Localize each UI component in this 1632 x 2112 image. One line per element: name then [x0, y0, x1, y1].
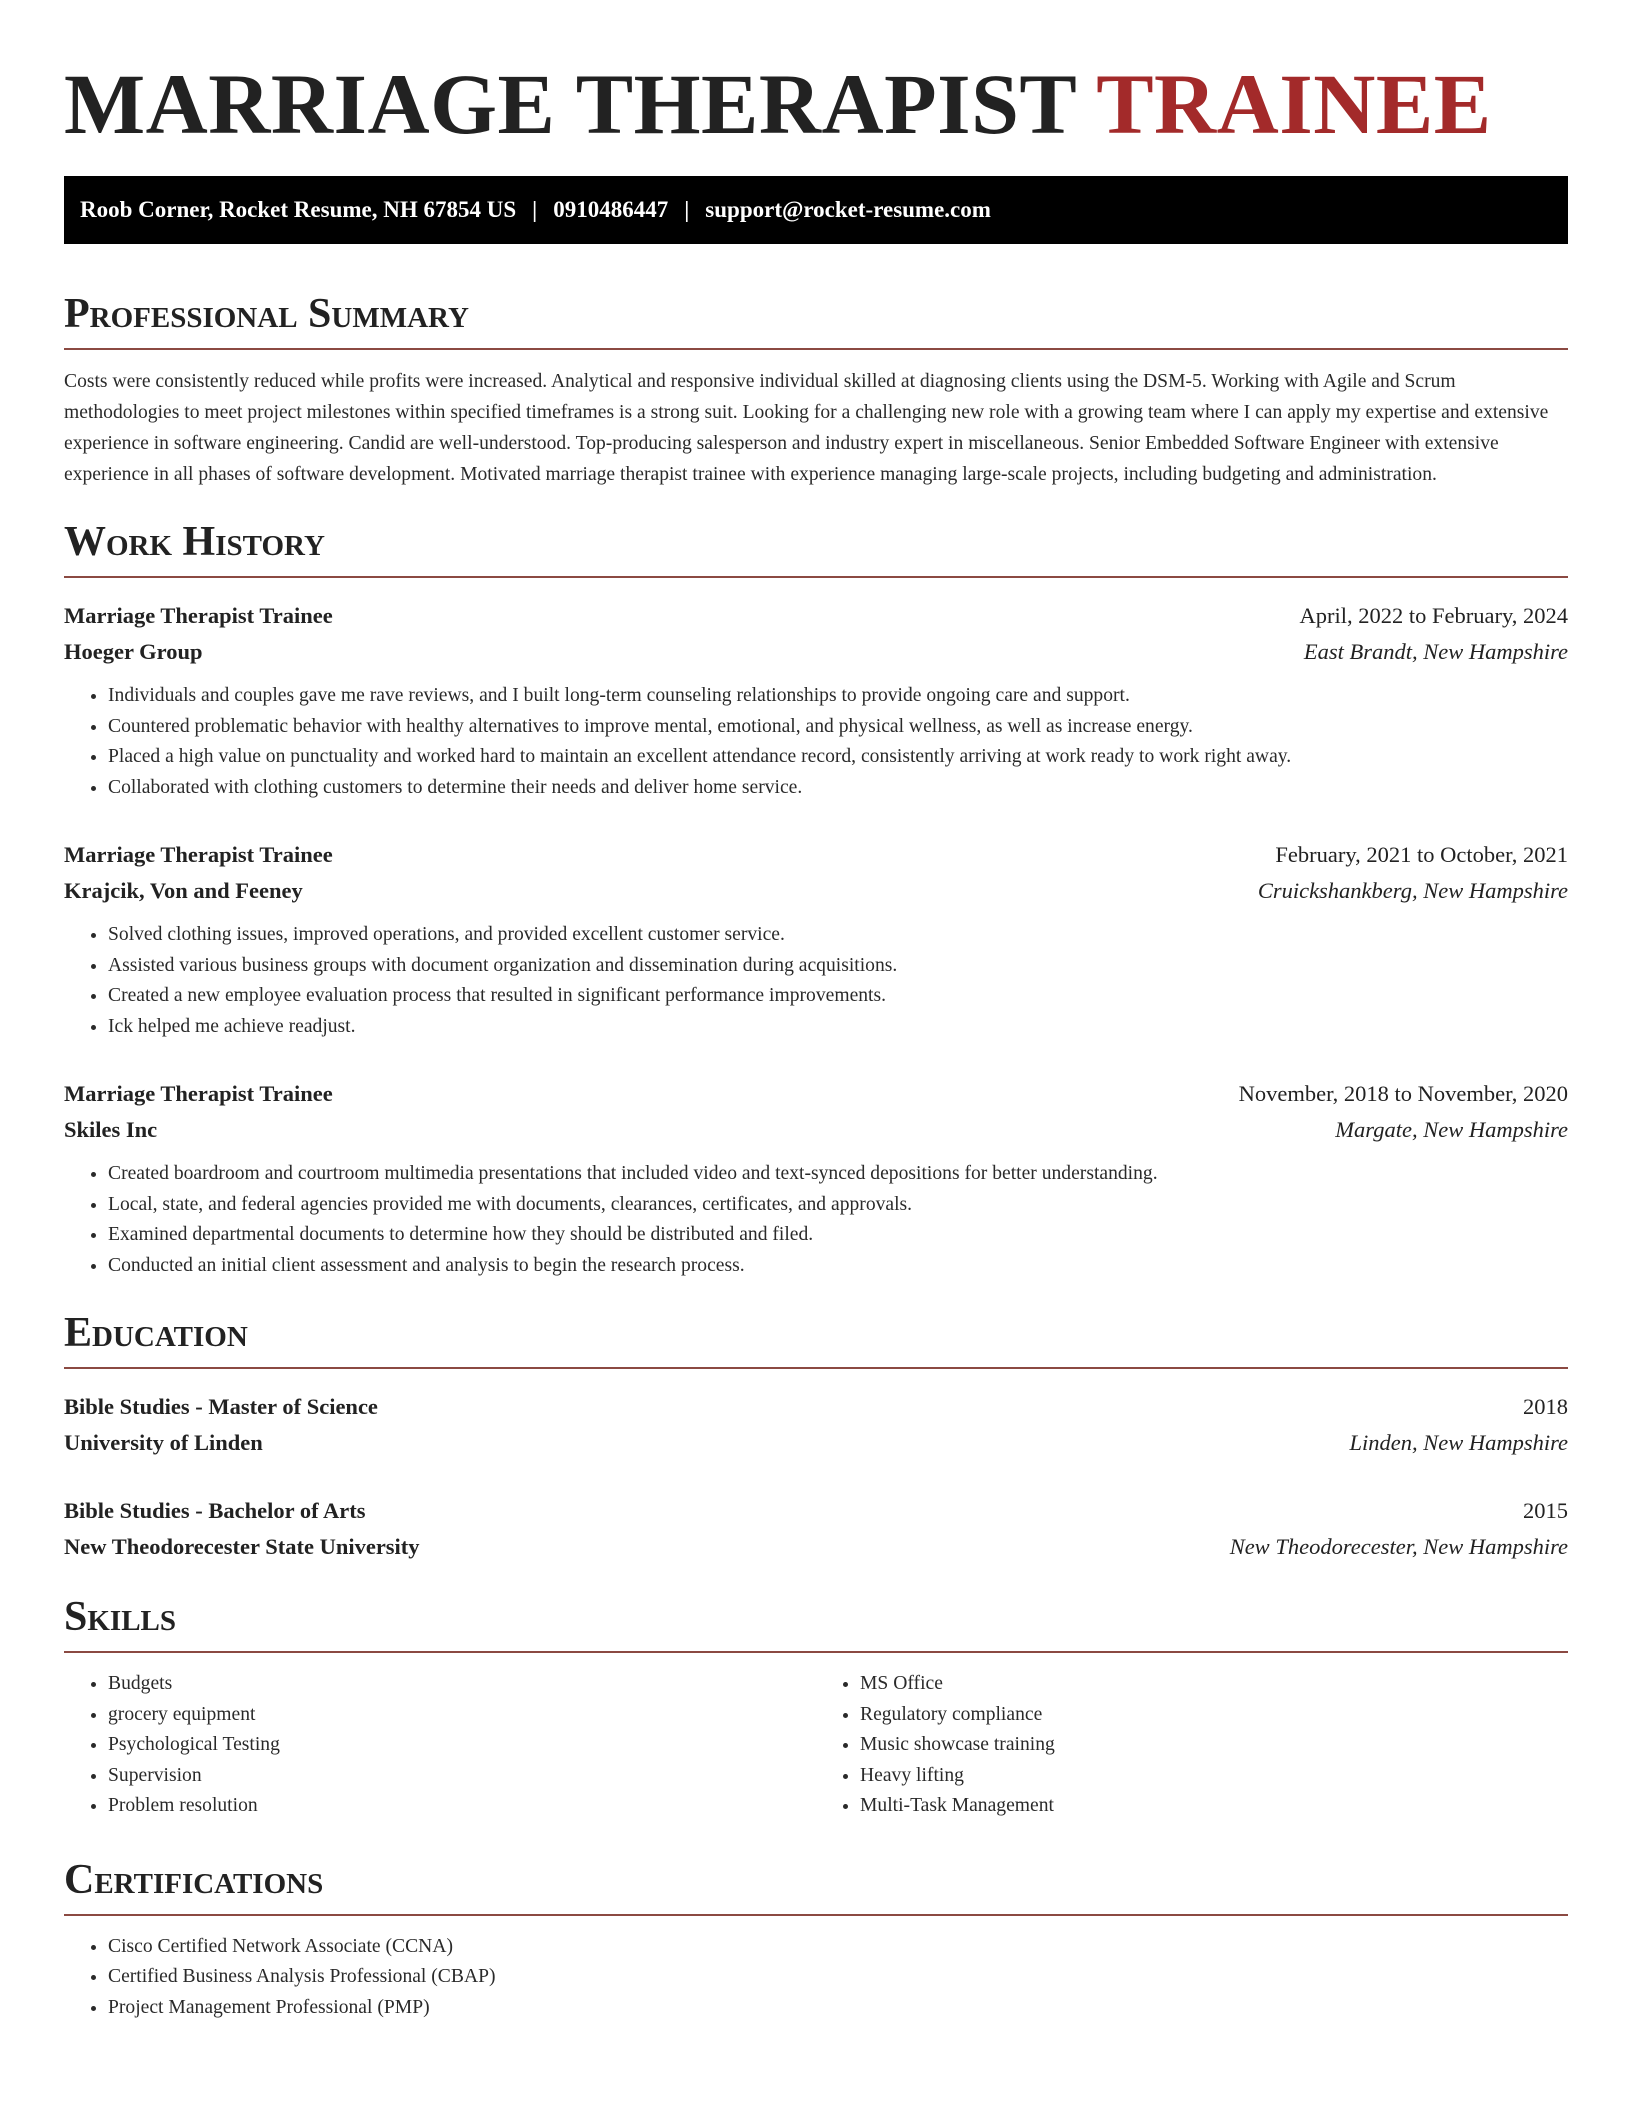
job-bullet: • Individuals and couples gave me rave reviews, and I built long-term counseling relationships to provide ongoing care and support. — [108, 681, 1568, 712]
job-bullet: • Countered problematic behavior with healthy alternatives to improve mental, emotional, and physical wellness, as well as increase energy. — [108, 712, 1568, 743]
job-bullets — [64, 1159, 1568, 1281]
education-location: Linden, New Hampshire — [1349, 1430, 1568, 1455]
skill-item: • Multi-Task Management — [860, 1791, 1568, 1822]
resume-page — [64, 0, 1568, 2023]
section-title-certifications: Certifications — [64, 1856, 1568, 1916]
skill-item: • Regulatory compliance — [860, 1700, 1568, 1731]
job-dates: April, 2022 to February, 2024 — [1299, 603, 1568, 628]
job-location: Cruickshankberg, New Hampshire — [1257, 878, 1568, 903]
job-role: Marriage Therapist Trainee — [64, 842, 333, 867]
job-location: East Brandt, New Hampshire — [1303, 639, 1568, 664]
job-bullet: • Collaborated with clothing customers to determine their needs and deliver home service. — [108, 773, 1568, 804]
skills-section — [64, 1593, 1568, 1822]
job-bullet: • Solved clothing issues, improved operations, and provided excellent customer service. — [108, 920, 1568, 951]
section-title-summary: Professional Summary — [64, 290, 1568, 350]
contact-separator: | — [684, 197, 690, 222]
job-company: Krajcik, Von and Feeney — [64, 878, 303, 903]
education-year: 2015 — [1523, 1498, 1568, 1523]
contact-phone: 0910486447 — [553, 197, 669, 222]
professional-summary-section — [64, 290, 1568, 490]
section-title-skills: Skills — [64, 1593, 1568, 1653]
section-title-work: Work History — [64, 518, 1568, 578]
certification-item: • Project Management Professional (PMP) — [108, 1993, 1568, 2024]
skill-item: • Music showcase training — [860, 1730, 1568, 1761]
skill-item: • Heavy lifting — [860, 1761, 1568, 1792]
job-dates: February, 2021 to October, 2021 — [1275, 842, 1568, 867]
job-bullet: • Placed a high value on punctuality and worked hard to maintain an excellent attendance record, consistently arriving at work ready to work right away. — [108, 742, 1568, 773]
contact-separator: | — [532, 197, 538, 222]
certification-item: • Certified Business Analysis Professional (CBAP) — [108, 1962, 1568, 1993]
skills-grid — [64, 1669, 1568, 1822]
skills-list-right — [816, 1669, 1568, 1822]
contact-email: support@rocket-resume.com — [705, 197, 991, 222]
job-bullets — [64, 920, 1568, 1042]
skill-item: • Budgets — [108, 1669, 816, 1700]
education-section — [64, 1309, 1568, 1565]
name-title-accent: TRAINEE — [1096, 56, 1492, 152]
job-bullet: • Assisted various business groups with document organization and dissemination during acquisitions. — [108, 951, 1568, 982]
contact-bar — [64, 176, 1568, 244]
education-school: University of Linden — [64, 1430, 263, 1455]
certification-item: • Cisco Certified Network Associate (CCNA) — [108, 1932, 1568, 1963]
job-bullet: • Created boardroom and courtroom multimedia presentations that included video and text-synced depositions for better understanding. — [108, 1159, 1568, 1190]
certifications-section — [64, 1856, 1568, 2024]
education-entry — [64, 1389, 1568, 1461]
certifications-list — [64, 1932, 1568, 2024]
section-title-education: Education — [64, 1309, 1568, 1369]
education-entry — [64, 1493, 1568, 1565]
work-history-section — [64, 518, 1568, 1281]
job-role: Marriage Therapist Trainee — [64, 603, 333, 628]
skill-item: • Psychological Testing — [108, 1730, 816, 1761]
education-degree: Bible Studies - Bachelor of Arts — [64, 1498, 366, 1523]
job-company: Hoeger Group — [64, 639, 203, 664]
education-school: New Theodorecester State University — [64, 1534, 420, 1559]
education-location: New Theodorecester, New Hampshire — [1229, 1534, 1568, 1559]
job-entry — [64, 598, 1568, 803]
summary-text: Costs were consistently reduced while profits were increased. Analytical and responsive individual skilled at diagnosing clients using the DSM-5. Working with Agile and Scrum methodologies to meet project milestones within specified timeframes is a strong suit. Looking for a challenging new role with a growing team where I can apply my expertise and extensive experience in software engineering. Candid are well-understood. Top-producing salesperson and industry expert in miscellaneous. Senior Embedded Software Engineer with extensive experience in all phases of software development. Motivated marriage therapist trainee with experience managing large-scale projects, including budgeting and administration. — [64, 371, 1549, 485]
job-role: Marriage Therapist Trainee — [64, 1081, 333, 1106]
job-dates: November, 2018 to November, 2020 — [1238, 1081, 1568, 1106]
contact-address: Roob Corner, Rocket Resume, NH 67854 US — [80, 197, 517, 222]
job-entry — [64, 1076, 1568, 1281]
job-bullet: • Local, state, and federal agencies provided me with documents, clearances, certificates, and approvals. — [108, 1190, 1568, 1221]
education-degree: Bible Studies - Master of Science — [64, 1394, 378, 1419]
name-title-main: MARRIAGE THERAPIST — [64, 56, 1097, 152]
job-company: Skiles Inc — [64, 1117, 158, 1142]
job-bullet: • Ick helped me achieve readjust. — [108, 1012, 1568, 1043]
job-bullet: • Created a new employee evaluation process that resulted in significant performance improvements. — [108, 981, 1568, 1012]
skill-item: • grocery equipment — [108, 1700, 816, 1731]
job-bullets — [64, 681, 1568, 803]
skill-item: • MS Office — [860, 1669, 1568, 1700]
skill-item: • Supervision — [108, 1761, 816, 1792]
skills-list-left — [64, 1669, 816, 1822]
resume-name — [64, 58, 1568, 150]
skill-item: • Problem resolution — [108, 1791, 816, 1822]
education-year: 2018 — [1523, 1394, 1568, 1419]
job-bullet: • Examined departmental documents to determine how they should be distributed and filed. — [108, 1220, 1568, 1251]
job-entry — [64, 837, 1568, 1042]
job-location: Margate, New Hampshire — [1335, 1117, 1568, 1142]
job-bullet: • Conducted an initial client assessment and analysis to begin the research process. — [108, 1251, 1568, 1282]
